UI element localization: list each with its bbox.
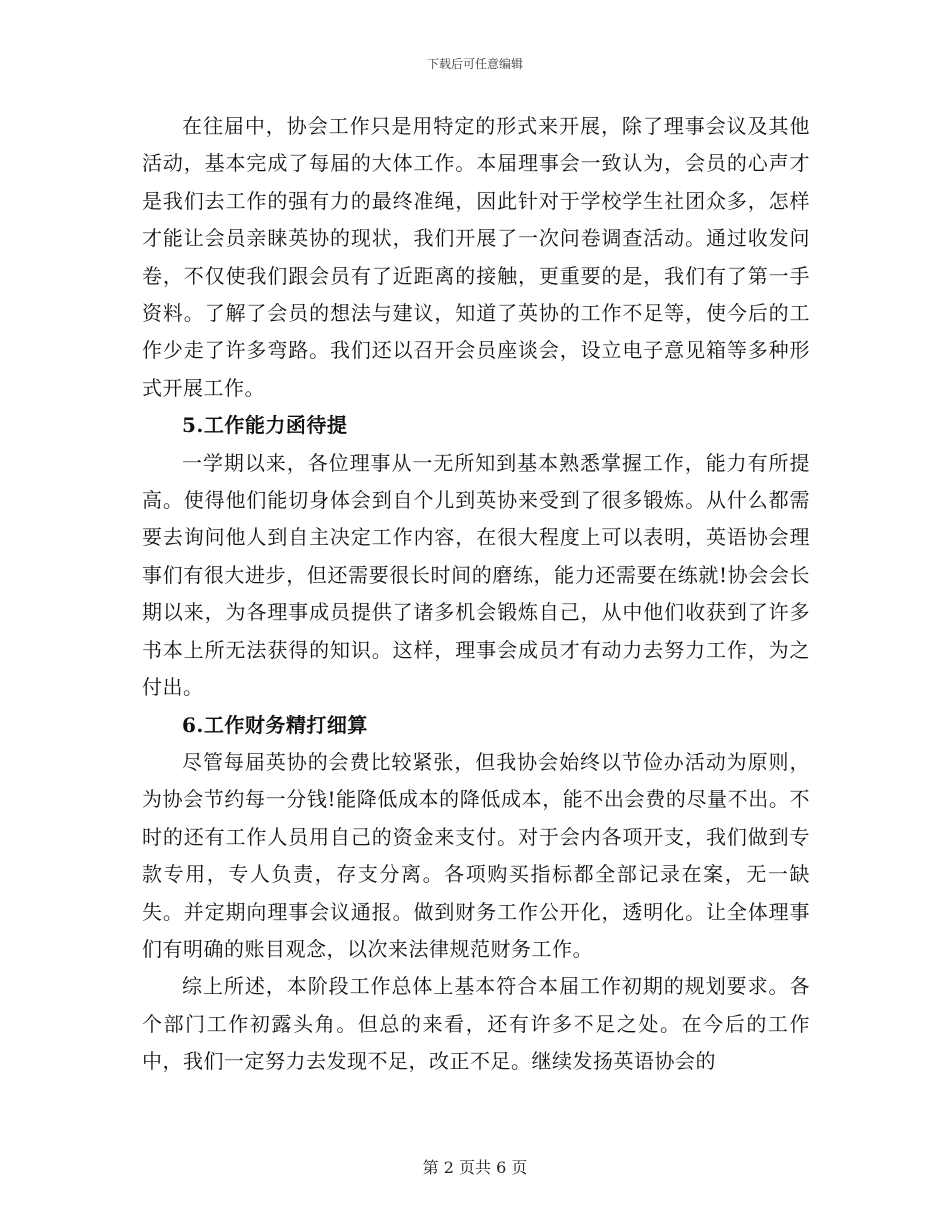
- page-header: 下载后可任意编辑: [426, 57, 523, 71]
- section-heading-5: 5.工作能力函待提: [182, 413, 348, 438]
- paragraph-2: 一学期以来，各位理事从一无所知到基本熟悉掌握工作，能力有所提高。使得他们能切身体会到自个儿到英协来受到了很多锻炼。从什么都需要去询问他人到自主决定工作内容，在很大程度上可以表明，英语协会理事们有很大进步，但还需要很长时间的磨练，能力还需要在练就!协会会长期以来，为各理事成员提供了诸多机会锻炼自己，从中他们收获到了许多书本上所无法获得的知识。这样，理事会成员才有动力去努力工作，为之付出。: [142, 450, 810, 700]
- paragraph-4: 综上所述，本阶段工作总体上基本符合本届工作初期的规划要求。各个部门工作初露头角。但总的来看，还有许多不足之处。在今后的工作中，我们一定努力去发现不足，改正不足。继续发扬英语协会的: [142, 974, 810, 1074]
- page-number: 第 2 页共 6 页: [422, 1158, 528, 1177]
- section-heading-6: 6.工作财务精打细算: [182, 712, 368, 737]
- paragraph-1: 在往届中，协会工作只是用特定的形式来开展，除了理事会议及其他活动，基本完成了每届的大体工作。本届理事会一致认为，会员的心声才是我们去工作的强有力的最终准绳，因此针对于学校学生社团众多，怎样才能让会员亲睐英协的现状，我们开展了一次问卷调查活动。通过收发问卷，不仅使我们跟会员有了近距离的接触，更重要的是，我们有了第一手资料。了解了会员的想法与建议，知道了英协的工作不足等，使今后的工作少走了许多弯路。我们还以召开会员座谈会，设立电子意见箱等多种形式开展工作。: [142, 114, 810, 400]
- document-body: [142, 108, 810, 1081]
- paragraph-3: 尽管每届英协的会费比较紧张，但我协会始终以节俭办活动为原则，为协会节约每一分钱!能降低成本的降低成本，能不出会费的尽量不出。不时的还有工作人员用自己的资金来支付。对于会内各项开支，我们做到专款专用，专人负责，存支分离。各项购买指标都全部记录在案，无一缺失。并定期向理事会议通报。做到财务工作公开化，透明化。让全体理事们有明确的账目观念，以次来法律规范财务工作。: [142, 749, 810, 961]
